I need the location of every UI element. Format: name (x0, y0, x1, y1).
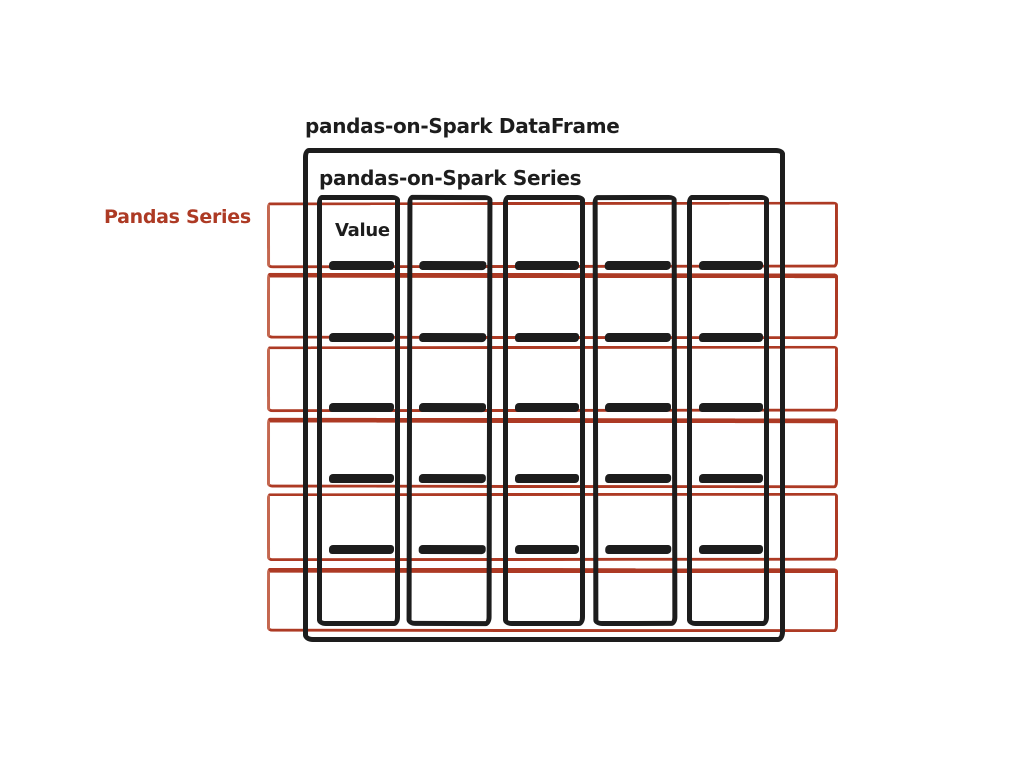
series-column-4 (593, 195, 678, 626)
cell-divider (515, 333, 579, 342)
pandas-series-label: Pandas Series (104, 206, 251, 228)
cell-divider (699, 333, 763, 342)
cell-divider (419, 545, 486, 554)
series-column-1 (317, 195, 400, 626)
cell-divider (515, 403, 579, 412)
cell-divider (605, 403, 671, 412)
cell-divider (329, 474, 394, 483)
series-column-3 (503, 195, 585, 626)
cell-divider (419, 403, 486, 412)
cell-divider (419, 261, 486, 270)
cell-divider (605, 545, 671, 554)
cell-divider (699, 403, 763, 412)
dataframe-title: pandas-on-Spark DataFrame (305, 114, 620, 138)
cell-divider (329, 333, 394, 342)
cell-divider (605, 474, 671, 483)
cell-divider (699, 474, 763, 483)
series-group-label: pandas-on-Spark Series (319, 166, 582, 190)
cell-divider (329, 261, 394, 270)
cell-divider (515, 545, 579, 554)
cell-divider (605, 261, 671, 270)
series-column-5 (687, 195, 769, 626)
cell-divider (419, 333, 486, 342)
cell-divider (329, 403, 394, 412)
series-column-2 (407, 195, 493, 626)
cell-divider (699, 545, 763, 554)
cell-divider (419, 474, 486, 483)
cell-divider (515, 474, 579, 483)
cell-divider (329, 545, 394, 554)
cell-divider (515, 261, 579, 270)
cell-divider (605, 333, 671, 342)
value-cell-label: Value (335, 220, 390, 241)
cell-divider (699, 261, 763, 270)
